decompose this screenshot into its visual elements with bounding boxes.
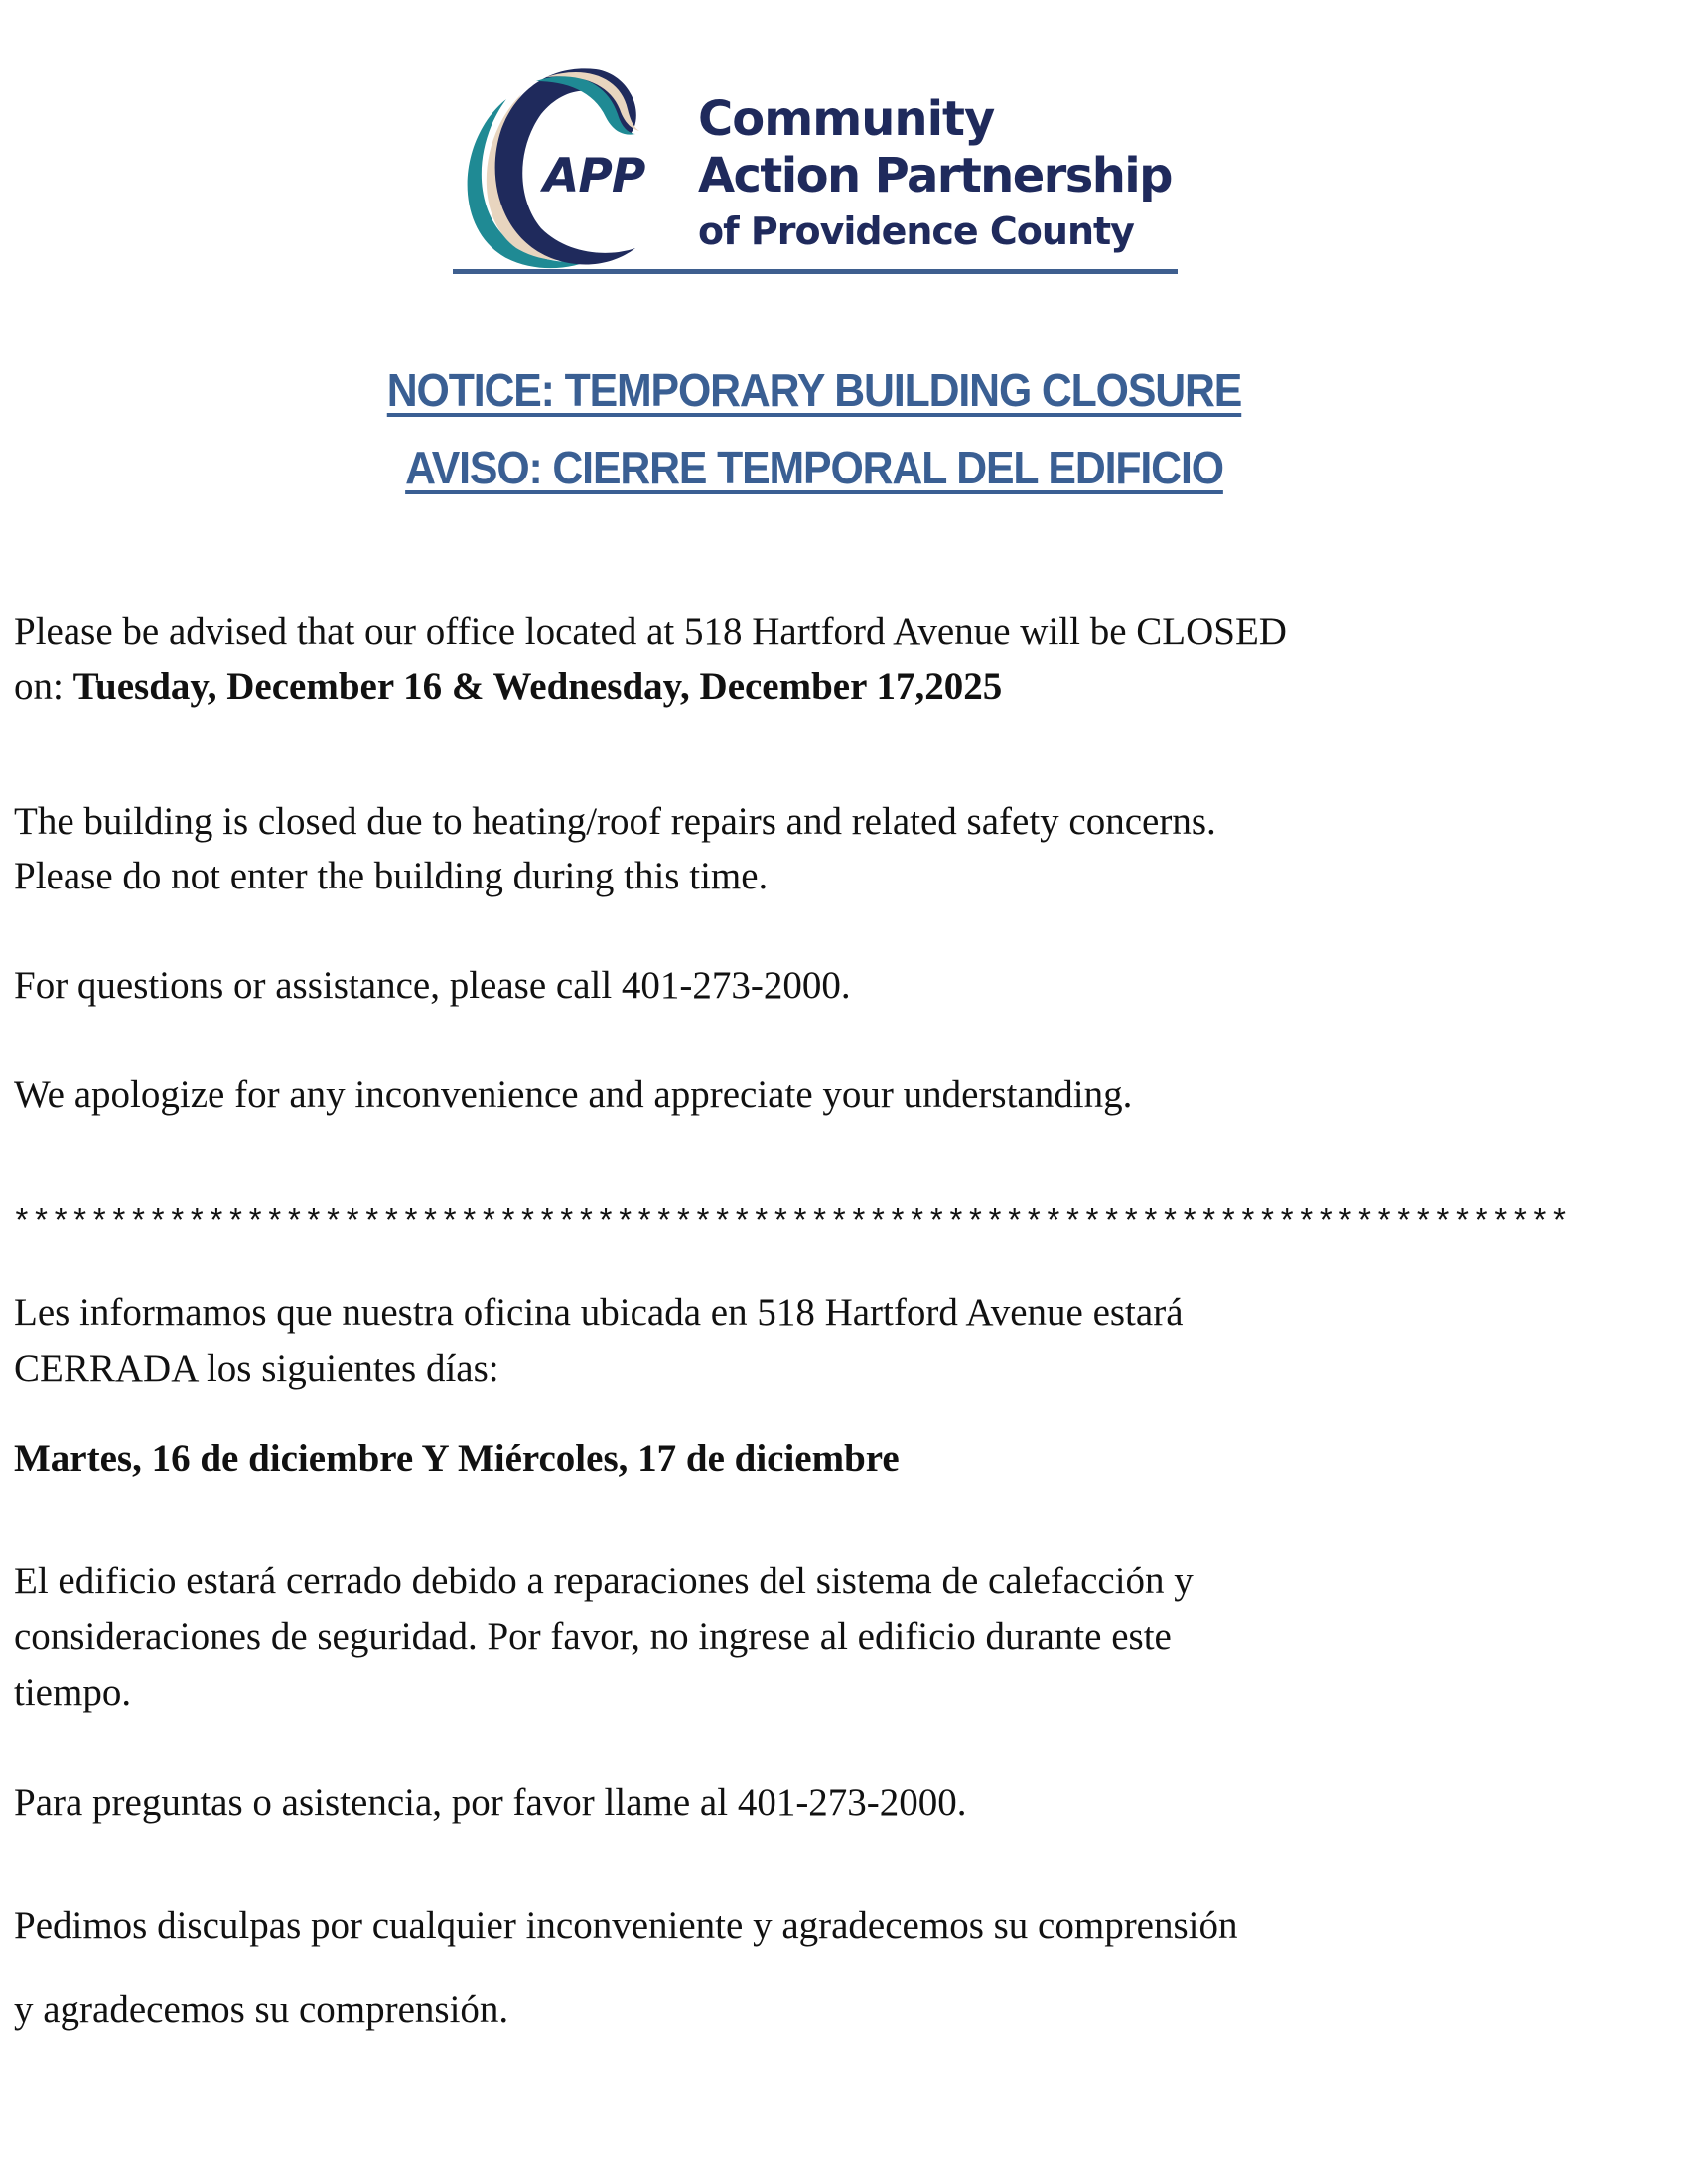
english-intro-line: Please be advised that our office located at 518 Hartford Avenue will be CLOSED [14, 611, 1287, 653]
spanish-apology-line-1: Pedimos disculpas por cualquier inconveniente y agradecemos su comprensión [14, 1904, 1238, 1947]
english-contact-line: For questions or assistance, please call 401-273-2000. [14, 964, 851, 1007]
english-closure-dates: Tuesday, December 16 & Wednesday, December 17,2025 [72, 665, 1003, 708]
spanish-contact-line: Para preguntas o asistencia, por favor llame al 401-273-2000. [14, 1781, 967, 1824]
spanish-intro-line-2: CERRADA los siguientes días: [14, 1347, 499, 1390]
spanish-apology-line-2: y agradecemos su comprensión. [14, 1988, 509, 2031]
logo-divider [453, 269, 1178, 274]
org-name-line-3: of Providence County [698, 209, 1134, 253]
english-reason-line-2: Please do not enter the building during this time. [14, 855, 769, 897]
org-name-line-1: Community [698, 91, 995, 147]
notice-heading-spanish: AVISO: CIERRE TEMPORAL DEL EDIFICIO [405, 442, 1223, 493]
spanish-reason-line-3: tiempo. [14, 1671, 132, 1713]
spanish-intro-line-1: Les informamos que nuestra oficina ubicada en 518 Hartford Avenue estará [14, 1292, 1184, 1334]
section-separator: ******************************************************************************** [12, 1205, 1570, 1242]
spanish-reason-line-1: El edificio estará cerrado debido a reparaciones del sistema de calefacción y [14, 1560, 1194, 1602]
spanish-closure-dates: Martes, 16 de diciembre Y Miércoles, 17 de diciembre [14, 1437, 900, 1480]
spanish-reason-line-2: consideraciones de seguridad. Por favor, no ingrese al edificio durante este [14, 1615, 1172, 1658]
english-apology-line: We apologize for any inconvenience and appreciate your understanding. [14, 1073, 1133, 1116]
english-dates-prefix: on: [14, 665, 73, 708]
notice-heading-english: NOTICE: TEMPORARY BUILDING CLOSURE [386, 364, 1242, 416]
logo-initials: APP [543, 149, 645, 204]
org-name-line-2: Action Partnership [698, 148, 1172, 204]
english-dates-line [14, 667, 1002, 706]
english-reason-line-1: The building is closed due to heating/roof repairs and related safety concerns. [14, 800, 1216, 843]
